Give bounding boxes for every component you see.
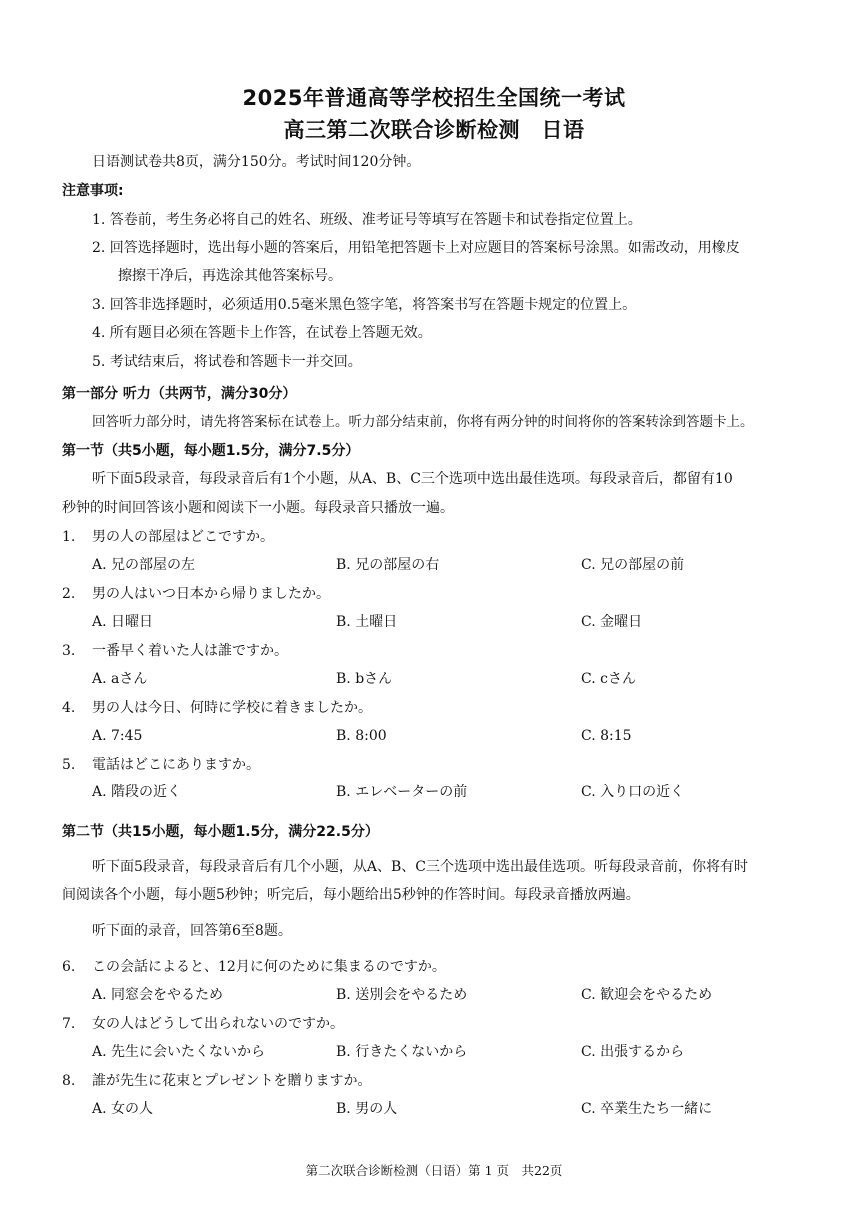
option-c: C. 出張するから bbox=[581, 1044, 685, 1060]
option-a: A. 7:45 bbox=[92, 728, 143, 744]
question-text: この会話によると、12月に何のために集まるのですか。 bbox=[92, 959, 446, 975]
question-text: 男の人の部屋はどこですか。 bbox=[92, 529, 274, 545]
question-text: 一番早く着いた人は誰ですか。 bbox=[92, 643, 288, 659]
section1-description: 听下面5段录音，每段录音后有1个小题，从A、B、C三个选项中选出最佳选项。每段录音后，都留有10 bbox=[92, 471, 733, 487]
note-item: 3. 回答非选择题时，必须适用0.5毫米黑色签字笔，将答案书写在答题卡规定的位置上。 bbox=[92, 297, 637, 313]
note-item: 2. 回答选择题时，选出每小题的答案后，用铅笔把答题卡上对应题目的答案标号涂黑。如需改动，用橡皮 bbox=[92, 240, 740, 256]
question-number: 2. bbox=[62, 586, 76, 602]
option-b: B. 8:00 bbox=[336, 728, 387, 744]
question-number: 7. bbox=[62, 1016, 76, 1032]
note-item: 1. 答卷前，考生务必将自己的姓名、班级、准考证号等填写在答题卡和试卷指定位置上。 bbox=[92, 212, 642, 228]
part1-description: 回答听力部分时，请先将答案标在试卷上。听力部分结束前，你将有两分钟的时间将你的答案转涂到答题卡上。 bbox=[92, 414, 754, 430]
question-number: 1. bbox=[62, 529, 76, 545]
part1-heading: 第一部分 听力（共两节，满分30分） bbox=[62, 386, 297, 402]
option-b: B. 兄の部屋の右 bbox=[336, 557, 440, 573]
option-a: A. aさん bbox=[92, 671, 148, 687]
option-b: B. bさん bbox=[336, 671, 393, 687]
exam-intro: 日语测试卷共8页，满分150分。考试时间120分钟。 bbox=[92, 154, 421, 170]
section2-description: 听下面5段录音，每段录音后有几个小题，从A、B、C三个选项中选出最佳选项。听每段录音前，你将有时 bbox=[92, 859, 749, 875]
question-text: 誰が先生に花束とプレゼントを贈りますか。 bbox=[92, 1073, 372, 1089]
option-b: B. 送別会をやるため bbox=[336, 987, 468, 1003]
question-number: 8. bbox=[62, 1073, 76, 1089]
option-a: A. 先生に会いたくないから bbox=[92, 1044, 266, 1060]
option-a: A. 兄の部屋の左 bbox=[92, 557, 196, 573]
section1-description-continued: 秒钟的时间回答该小题和阅读下一小题。每段录音只播放一遍。 bbox=[62, 500, 454, 516]
page-footer: 第二次联合诊断检测（日语）第 1 页 共22页 bbox=[305, 1163, 563, 1178]
note-item-continued: 擦擦干净后，再选涂其他答案标号。 bbox=[118, 268, 342, 284]
option-b: B. 行きたくないから bbox=[336, 1044, 468, 1060]
note-item: 4. 所有题目必须在答题卡上作答，在试卷上答题无效。 bbox=[92, 325, 432, 341]
option-b: B. エレベーターの前 bbox=[336, 784, 468, 800]
option-c: C. 金曜日 bbox=[581, 614, 643, 630]
option-b: B. 土曜日 bbox=[336, 614, 398, 630]
section2-heading: 第二节（共15小题，每小题1.5分，满分22.5分） bbox=[62, 824, 379, 840]
option-a: A. 階段の近く bbox=[92, 784, 182, 800]
option-c: C. cさん bbox=[581, 671, 636, 687]
option-c: C. 8:15 bbox=[581, 728, 632, 744]
question-text: 電話はどこにありますか。 bbox=[92, 757, 260, 773]
question-number: 3. bbox=[62, 643, 76, 659]
option-c: C. 卒業生たち一緒に bbox=[581, 1101, 713, 1117]
exam-title: 2025年普通高等学校招生全国统一考试 bbox=[242, 86, 626, 110]
question-text: 女の人はどうして出られないのですか。 bbox=[92, 1016, 344, 1032]
section2-subinstruction: 听下面的录音，回答第6至8题。 bbox=[92, 923, 292, 939]
option-c: C. 兄の部屋の前 bbox=[581, 557, 685, 573]
option-c: C. 入り口の近く bbox=[581, 784, 685, 800]
section1-heading: 第一节（共5小题，每小题1.5分，满分7.5分） bbox=[62, 443, 360, 459]
section2-description-continued: 间阅读各个小题，每小题5秒钟；听完后，每小题给出5秒钟的作答时间。每段录音播放两遍。 bbox=[62, 887, 640, 903]
notes-heading: 注意事项: bbox=[62, 183, 124, 199]
option-c: C. 歓迎会をやるため bbox=[581, 987, 713, 1003]
question-number: 4. bbox=[62, 700, 76, 716]
exam-subtitle: 高三第二次联合诊断检测 日语 bbox=[283, 118, 585, 142]
note-item: 5. 考试结束后，将试卷和答题卡一并交回。 bbox=[92, 354, 362, 370]
question-text: 男の人は今日、何時に学校に着きましたか。 bbox=[92, 700, 372, 716]
option-a: A. 日曜日 bbox=[92, 614, 154, 630]
question-text: 男の人はいつ日本から帰りましたか。 bbox=[92, 586, 330, 602]
option-a: A. 女の人 bbox=[92, 1101, 154, 1117]
question-number: 5. bbox=[62, 757, 76, 773]
option-b: B. 男の人 bbox=[336, 1101, 398, 1117]
option-a: A. 同窓会をやるため bbox=[92, 987, 224, 1003]
question-number: 6. bbox=[62, 959, 76, 975]
